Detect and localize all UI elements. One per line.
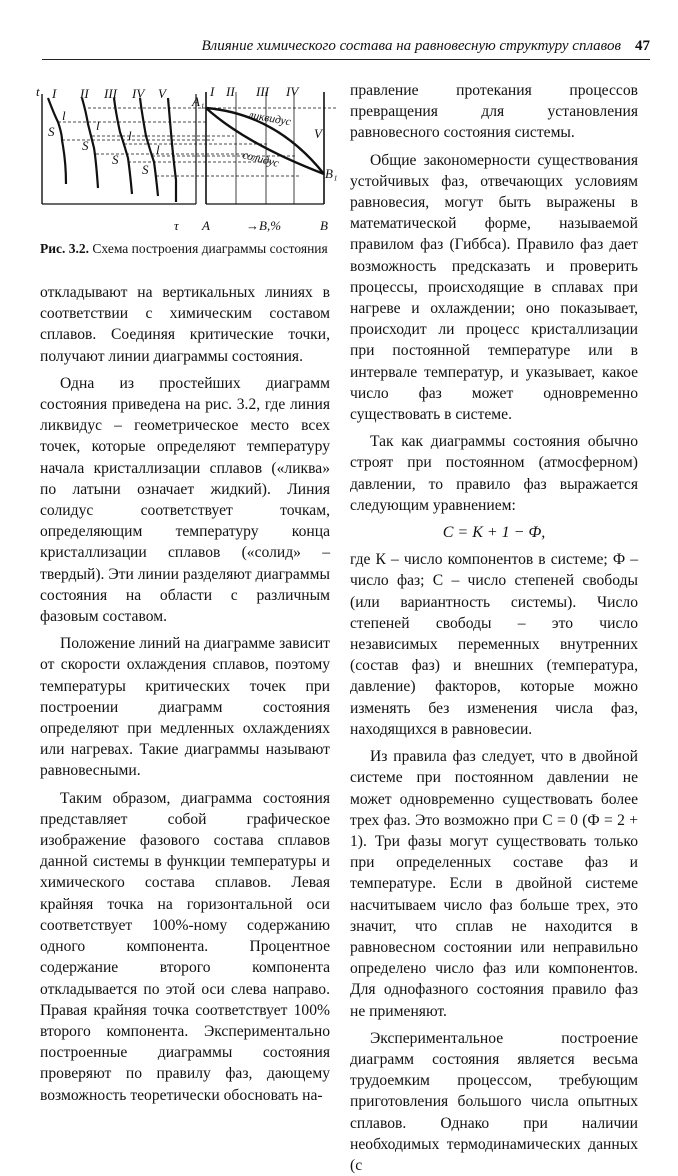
phase-diagram-figure: [36, 84, 336, 240]
label-ii: II: [226, 84, 235, 99]
cooling-curve-labels: [36, 84, 168, 177]
label-iii: III: [104, 86, 117, 101]
paragraph: Из правила фаз следует, что в двойной системе при постоянном давлении не может одновременно существовать более трех фаз. Это возможно при С = 0 (Ф = 2 + 1). Три фазы могут существовать только при определенных составе фаз и температуре. Если в двойной системе насчитываем число фаз больше трех, это значит, что сплав не находится в равновесном состоянии или неправильно определено число фаз или компонентов. Для однофазного состояния правило фаз не применяют.: [350, 748, 638, 1020]
running-header: [42, 34, 650, 60]
label-iii: III: [256, 84, 269, 99]
paragraph: Так как диаграммы состояния обычно строят при постоянном (атмосферном) давлении, то правило фаз выражается следующим уравнением:: [350, 433, 638, 514]
label-s: S: [112, 152, 119, 167]
header-title: Влияние химического состава на равновесную структуру сплавов: [201, 38, 621, 54]
paragraph: Общие закономерности существования устойчивых фаз, отвечающих условиям равновесия, могут быть выражены в математической форме, называемой правилом фаз (Гиббса). Правило фаз дает возможность предсказать и проверить процессы, происходящие в сплавах при нагреве и охлаждении; оно показывает, происходит ли процесс кристаллизации при постоянной температуре или в интервале температур, и указывает, какое число фаз может одновременно существовать в системе.: [350, 151, 638, 424]
label-iv: IV: [132, 86, 145, 101]
axis-tau: τ: [174, 218, 179, 233]
phase-diagram-labels: [174, 84, 337, 233]
axis-b-percent: →B,%: [246, 218, 282, 233]
label-i: I: [210, 84, 215, 99]
paragraph: Положение линий на диаграмме зависит от скорости охлаждения сплавов, поэтому температуры критических точек при построении диаграмм состояния определяют при медленных охлаждениях или нагревах. Такие диаграммы называют равновесными.: [40, 635, 330, 780]
axis-a: A: [202, 218, 210, 233]
label-b1: B₁: [325, 166, 338, 181]
paragraph: откладывают на вертикальных линиях в соответствии с химическим составом сплавов. Соединяя критические точки, получают линии диаграммы состояния.: [40, 284, 330, 365]
label-s: S: [48, 124, 55, 139]
label-ii: II: [80, 86, 89, 101]
axis-b: B: [320, 218, 328, 233]
paragraph: Таким образом, диаграмма состояния представляет собой графическое изображение фазового состава сплавов данной системы в функции температуры и химического состава сплавов. Левая крайняя точка на горизонтальной оси соответствует 100%-ному содержанию одного компонента. Процентное содержание второго компонента откладывается по этой оси слева направо. Правая крайняя точка соответствует 100% второго компонента. Экспериментально построенные диаграммы состояния проверяют по правилу фаз, дающему возможность теоретически обосновать на-: [40, 789, 330, 1104]
label-iv: IV: [286, 84, 299, 99]
right-column: [350, 80, 638, 1176]
paragraph: Экспериментальное построение диаграмм состояния является весьма трудоемким процессом, требующим приготовления большого числа опытных сплавов. Однако при наличии необходимых термодинамических данных (с: [350, 1029, 638, 1174]
left-column: [40, 282, 330, 1106]
paragraph: правление протекания процессов превращения для установления равновесного состояния системы.: [350, 82, 638, 142]
paragraph: Одна из простейших диаграмм состояния приведена на рис. 3.2, где линия ликвидус – геометрическое место всех точек, которые определяют температуру начала кристаллизации сплавов («ликва» по латыни означает жидкий). Линия солидус соответствует точкам, определяющим температуру конца кристаллизации сплавов («солид» – твердый). Эти линии разделяют диаграммы состояния на области с различным фазовым составом.: [40, 374, 330, 626]
label-l: l: [62, 108, 66, 123]
label-l: l: [128, 128, 132, 143]
liquidus-label: ликвидус: [247, 109, 292, 129]
label-t: t: [36, 84, 40, 99]
caption-text: Схема построения диаграммы состояния: [92, 241, 328, 256]
label-l: l: [156, 142, 160, 157]
label-l: l: [96, 118, 100, 133]
paragraph: где К – число компонентов в системе; Ф – число фаз; С – число степеней свободы (или вариантность системы). Число степеней свободы – это число независимых переменных внутренних (состав фаз) и внешних (температура, давление) факторов, которые можно изменять без изменения числа фаз, находящихся в равновесии.: [350, 551, 638, 738]
cooling-curve-iii: [114, 98, 132, 194]
page-number: 47: [635, 38, 650, 54]
label-s: S: [82, 138, 89, 153]
label-v: V: [314, 126, 322, 141]
phase-rule-formula: С = К + 1 − Ф,: [442, 524, 546, 542]
figure-caption: [40, 240, 330, 257]
solidus-label: солидус: [241, 149, 281, 170]
label-i: I: [52, 86, 57, 101]
cooling-curve-v: [168, 98, 176, 202]
label-v: V: [158, 86, 166, 101]
caption-number: Рис. 3.2.: [40, 241, 90, 256]
label-a1: A₁: [192, 94, 205, 109]
label-s: S: [142, 162, 149, 177]
phase-diagram-panel: [206, 92, 324, 204]
